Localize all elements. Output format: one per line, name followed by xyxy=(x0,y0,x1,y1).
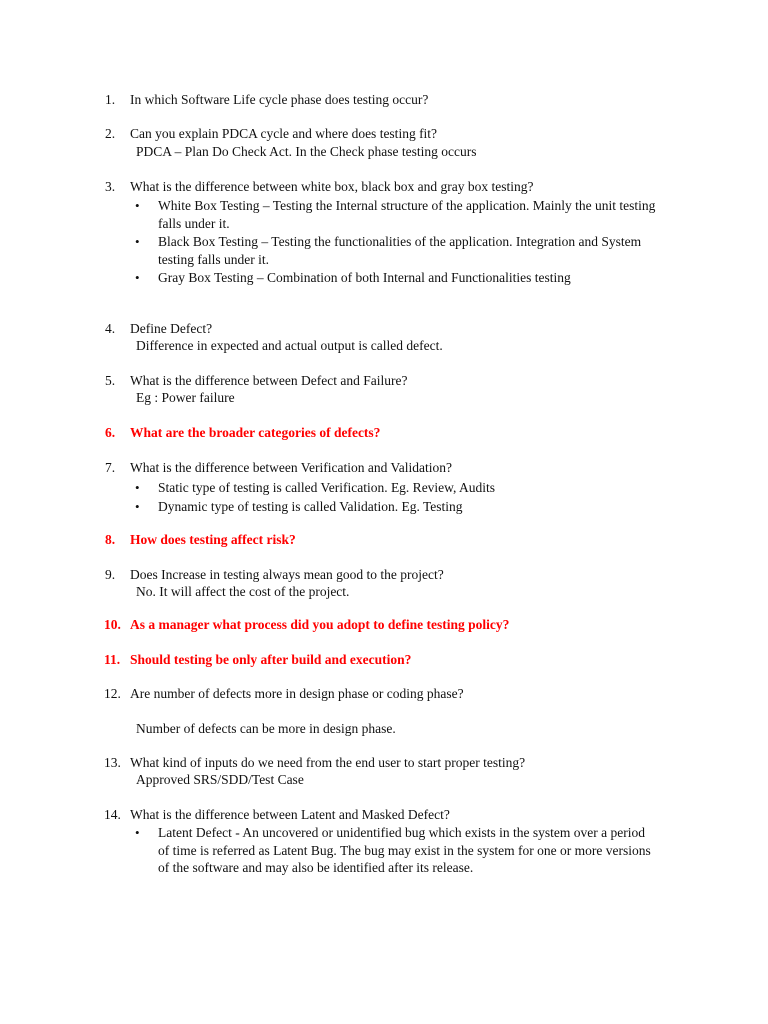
question-text-highlighted: As a manager what process did you adopt to define testing policy? xyxy=(130,617,510,632)
question-text: What is the difference between Verification and Validation? xyxy=(130,460,453,475)
answer-text: Difference in expected and actual output is called defect. xyxy=(136,338,443,353)
question-text: Define Defect? xyxy=(130,321,213,336)
bullet-icon: • xyxy=(135,270,140,285)
question-number: 6. xyxy=(105,425,116,440)
question-text: Are number of defects more in design phase or coding phase? xyxy=(130,686,464,701)
question-number: 10. xyxy=(104,617,121,632)
bullet-text: Static type of testing is called Verification. Eg. Review, Audits xyxy=(158,480,496,495)
bullet-icon: • xyxy=(135,198,140,213)
question-text-highlighted: Should testing be only after build and execution? xyxy=(130,652,412,667)
question-number: 8. xyxy=(105,532,116,547)
bullet-icon: • xyxy=(135,825,140,840)
bullet-text: White Box Testing – Testing the Internal structure of the application. Mainly the unit testing falls under it. xyxy=(158,198,656,231)
question-number: 13. xyxy=(104,755,121,770)
question-text: What is the difference between Latent and Masked Defect? xyxy=(130,807,450,822)
question-text-highlighted: How does testing affect risk? xyxy=(130,532,296,547)
question-number: 3. xyxy=(105,179,116,194)
answer-text: Number of defects can be more in design phase. xyxy=(136,721,396,736)
answer-text: PDCA – Plan Do Check Act. In the Check phase testing occurs xyxy=(136,144,477,159)
bullet-text: Gray Box Testing – Combination of both Internal and Functionalities testing xyxy=(158,270,571,285)
bullet-text: Latent Defect - An uncovered or unidentified bug which exists in the system over a period of time is referred as Latent Bug. The bug may exist in the system for one or more versions of the software and may also be identified after its release. xyxy=(158,825,651,875)
answer-text: Eg : Power failure xyxy=(136,390,235,405)
question-number: 4. xyxy=(105,321,116,336)
question-number: 12. xyxy=(104,686,121,701)
question-number: 11. xyxy=(104,652,121,667)
question-text: What is the difference between Defect and Failure? xyxy=(130,373,408,388)
question-number: 1. xyxy=(105,92,116,107)
question-number: 5. xyxy=(105,373,116,388)
bullet-icon: • xyxy=(135,234,140,249)
bullet-icon: • xyxy=(135,499,140,514)
question-number: 14. xyxy=(104,807,121,822)
question-text-highlighted: What are the broader categories of defects? xyxy=(130,425,381,440)
question-number: 7. xyxy=(105,460,116,475)
question-number: 2. xyxy=(105,126,116,141)
question-text: Can you explain PDCA cycle and where does testing fit? xyxy=(130,126,438,141)
question-text: What is the difference between white box, black box and gray box testing? xyxy=(130,179,534,194)
question-text: Does Increase in testing always mean good to the project? xyxy=(130,567,444,582)
bullet-text: Black Box Testing – Testing the functionalities of the application. Integration and System testing falls under it. xyxy=(158,234,642,267)
answer-text: Approved SRS/SDD/Test Case xyxy=(136,772,304,787)
bullet-icon: • xyxy=(135,480,140,495)
question-text: What kind of inputs do we need from the end user to start proper testing? xyxy=(130,755,526,770)
bullet-text: Dynamic type of testing is called Validation. Eg. Testing xyxy=(158,499,463,514)
question-text: In which Software Life cycle phase does testing occur? xyxy=(130,92,429,107)
question-number: 9. xyxy=(105,567,116,582)
answer-text: No. It will affect the cost of the project. xyxy=(136,584,350,599)
